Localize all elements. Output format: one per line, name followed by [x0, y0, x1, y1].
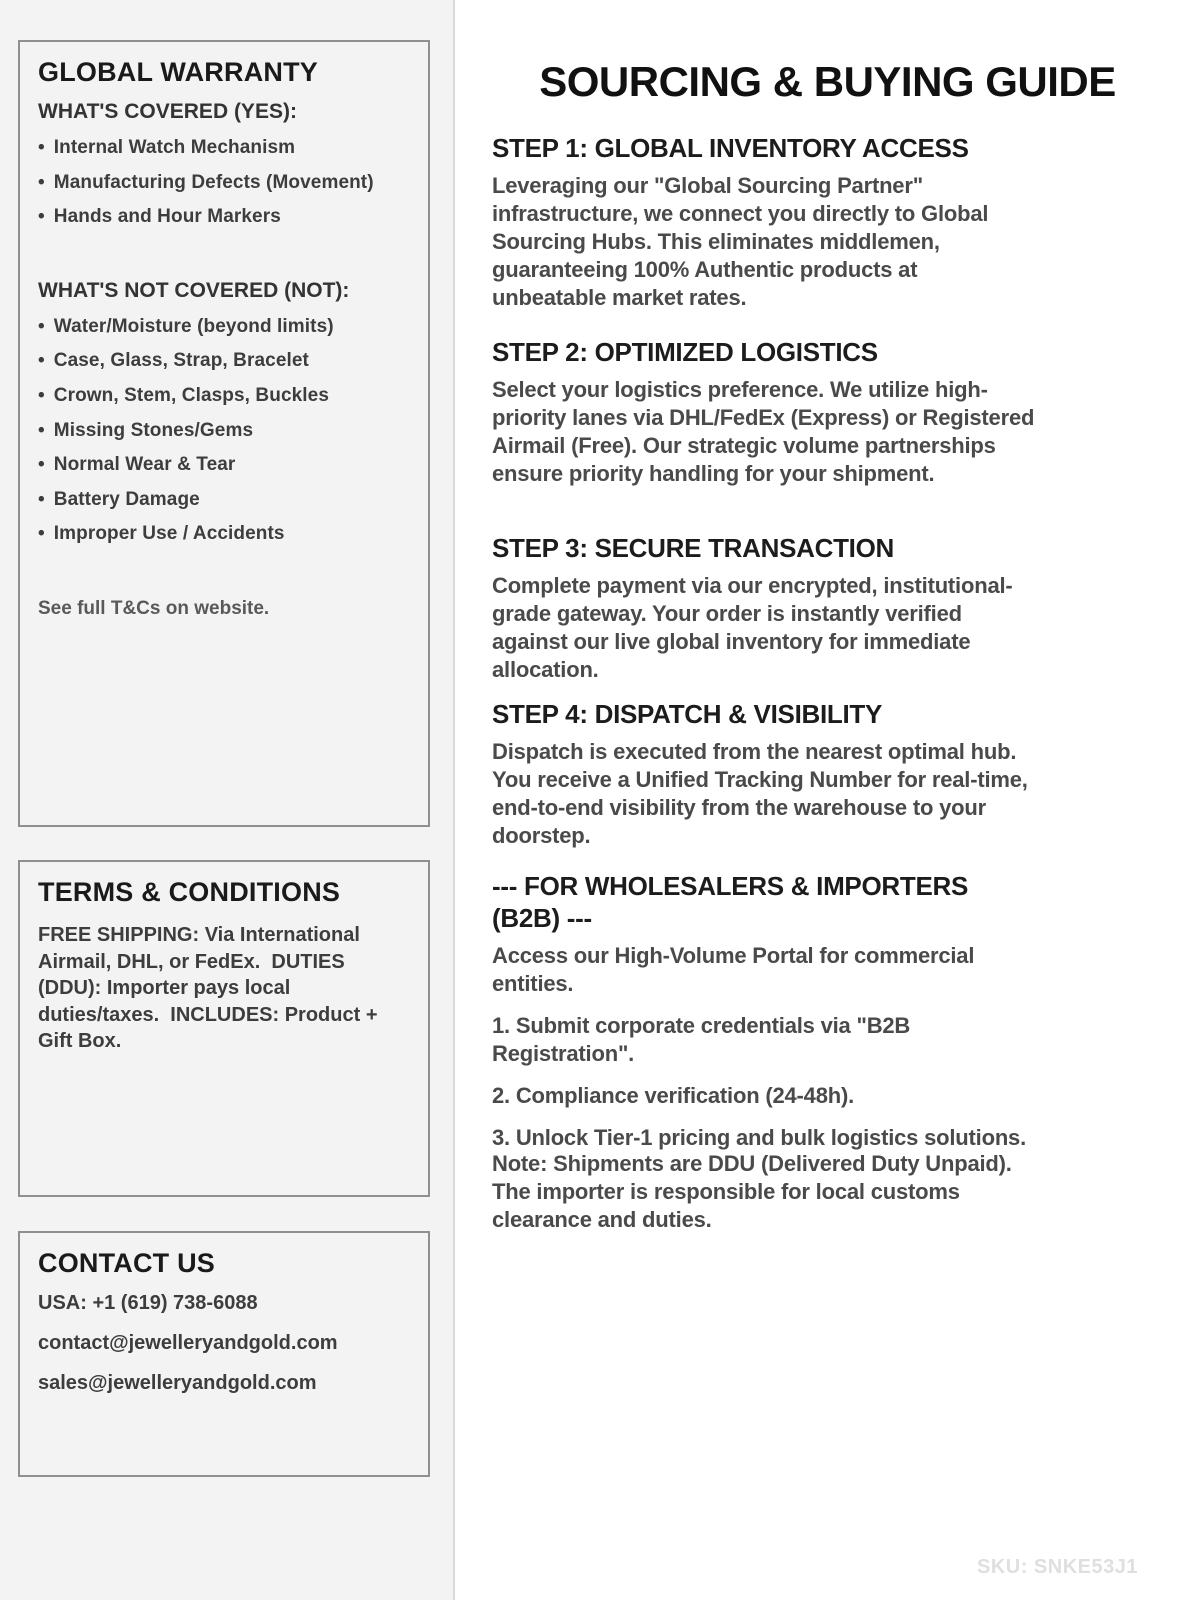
- warranty-title: GLOBAL WARRANTY: [38, 57, 318, 87]
- list-item: • Crown, Stem, Clasps, Buckles: [38, 379, 410, 414]
- global-warranty-panel: [18, 40, 430, 827]
- contact-us-panel: [18, 1231, 430, 1477]
- sku-label: SKU: SNKE53J1: [976, 1556, 1138, 1578]
- step-2-body: Select your logistics preference. We utilize high-priority lanes via DHL/FedEx (Express) or Registered Airmail (Free). Our strategic volume partnerships ensure priority handling for your shipment.: [492, 377, 1035, 486]
- list-item: • Internal Watch Mechanism: [38, 131, 410, 166]
- b2b-section: [492, 870, 1037, 1152]
- step-1-section: [492, 132, 1037, 312]
- contact-sales-email: sales@jewelleryandgold.com: [38, 1372, 317, 1394]
- list-item: • Battery Damage: [38, 483, 410, 518]
- terms-conditions-panel: [18, 860, 430, 1197]
- step-4-heading: STEP 4: DISPATCH & VISIBILITY: [492, 699, 883, 729]
- b2b-item-2: 2. Compliance verification (24-48h).: [492, 1083, 855, 1108]
- step-3-section: [492, 532, 1037, 684]
- list-item: • Hands and Hour Markers: [38, 200, 410, 235]
- step-3-body: Complete payment via our encrypted, institutional-grade gateway. Your order is instantly verified against our live global inventory for immediate allocation.: [492, 573, 1013, 682]
- contact-email: contact@jewelleryandgold.com: [38, 1332, 338, 1354]
- page-title: SOURCING & BUYING GUIDE: [539, 58, 1116, 105]
- b2b-heading: --- FOR WHOLESALERS & IMPORTERS (B2B) ---: [492, 871, 969, 933]
- step-4-body: Dispatch is executed from the nearest optimal hub. You receive a Unified Tracking Number for real-time, end-to-end visibility from the warehouse to your doorstep.: [492, 739, 1028, 848]
- covered-list: [38, 131, 410, 235]
- b2b-intro: Access our High-Volume Portal for commercial entities.: [492, 943, 975, 996]
- terms-title: TERMS & CONDITIONS: [38, 877, 341, 907]
- covered-subtitle: WHAT'S COVERED (YES):: [38, 100, 297, 123]
- ddu-note-section: [492, 1150, 1037, 1234]
- list-item: • Normal Wear & Tear: [38, 448, 410, 483]
- list-item: • Manufacturing Defects (Movement): [38, 166, 410, 201]
- not-covered-subtitle: WHAT'S NOT COVERED (NOT):: [38, 278, 350, 302]
- step-1-body: Leveraging our "Global Sourcing Partner" infrastructure, we connect you directly to Global Sourcing Hubs. This eliminates middlemen, guaranteeing 100% Authentic products at unbeatable market rates.: [492, 173, 989, 310]
- list-item: • Improper Use / Accidents: [38, 517, 410, 552]
- step-3-heading: STEP 3: SECURE TRANSACTION: [492, 533, 894, 563]
- contact-title: CONTACT US: [38, 1248, 215, 1278]
- ddu-note: Note: Shipments are DDU (Delivered Duty Unpaid). The importer is responsible for local customs clearance and duties.: [492, 1151, 1012, 1232]
- list-item: • Water/Moisture (beyond limits): [38, 310, 410, 345]
- contact-phone: USA: +1 (619) 738-6088: [38, 1292, 258, 1314]
- b2b-item-3: 3. Unlock Tier-1 pricing and bulk logistics solutions.: [492, 1125, 1027, 1150]
- b2b-item-1: 1. Submit corporate credentials via "B2B Registration".: [492, 1013, 911, 1066]
- step-4-section: [492, 698, 1037, 850]
- list-item: • Case, Glass, Strap, Bracelet: [38, 344, 410, 379]
- step-2-section: [492, 336, 1037, 488]
- warranty-footnote: See full T&Cs on website.: [38, 597, 270, 619]
- not-covered-list: [38, 310, 410, 552]
- terms-body: FREE SHIPPING: Via International Airmail, DHL, or FedEx. DUTIES (DDU): Importer pays local duties/taxes. INCLUDES: Product + Gift Box.: [38, 924, 384, 1052]
- step-1-heading: STEP 1: GLOBAL INVENTORY ACCESS: [492, 133, 969, 163]
- list-item: • Missing Stones/Gems: [38, 414, 410, 449]
- step-2-heading: STEP 2: OPTIMIZED LOGISTICS: [492, 337, 878, 367]
- info-sidebar: [0, 0, 455, 1600]
